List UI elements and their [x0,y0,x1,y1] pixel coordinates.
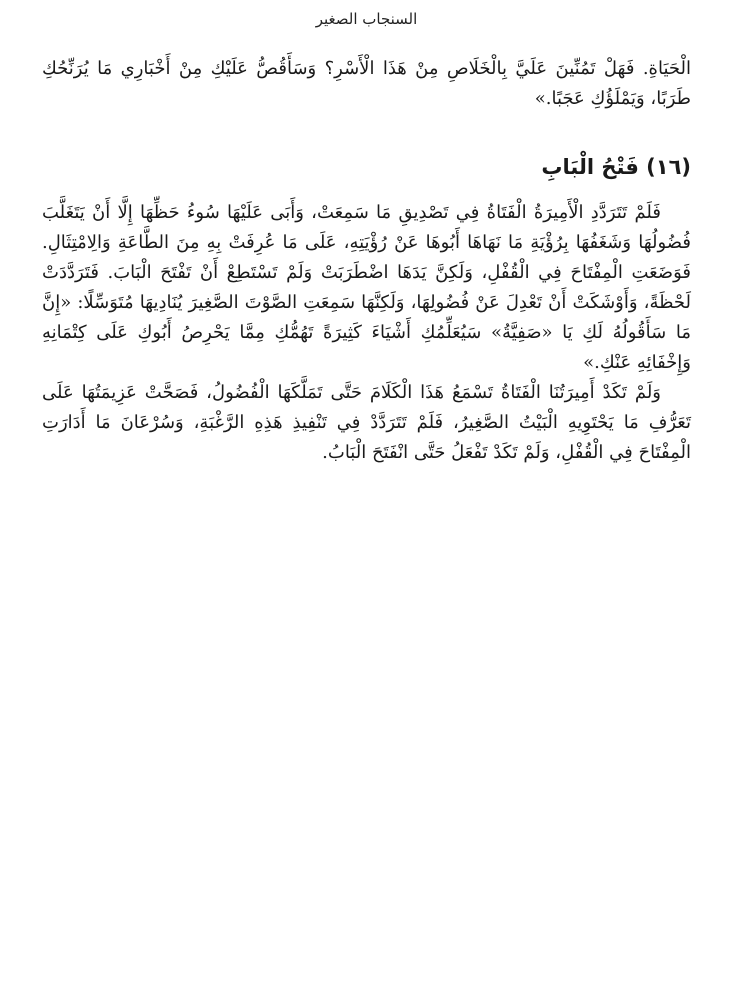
running-header-title: السنجاب الصغير [315,10,418,28]
continued-paragraph: الْحَيَاةِ. فَهَلْ تَمُنِّينَ عَلَيَّ بِالْخَلَاصِ مِنْ هَذَا الْأَسْرِ؟ وَسَأَقُصُّ عَلَيْكِ مِنْ أَخْبَارِي مَا يُرَنِّحُكِ طَرَبًا، وَيَمْلَؤُكِ عَجَبًا.» [42,58,691,109]
chapter-heading: (١٦) فَتْحُ الْبَابِ [541,155,691,179]
chapter-paragraph-2: وَلَمْ تَكَدْ أَمِيرَتُنَا الْفَتَاةُ تَسْمَعُ هَذَا الْكَلَامَ حَتَّى تَمَلَّكَهَا الْفُضُولُ، فَصَحَّتْ عَزِيمَتُهَا عَلَى تَعَرُّفِ مَا يَحْتَوِيهِ الْبَيْتُ الصَّغِيرُ، فَلَمْ تَتَرَدَّدْ فِي تَنْفِيذِ هَذِهِ الرَّغْبَةِ، وَسُرْعَانَ مَا أَدَارَتِ الْمِفْتَاحَ فِي الْقُفْلِ، وَلَمْ تَكَدْ تَفْعَلُ حَتَّى انْفَتَحَ الْبَابُ. [42,382,691,463]
page-content [42,54,691,468]
chapter-paragraph-1: فَلَمْ تَتَرَدَّدِ الْأَمِيرَةُ الْفَتَاةُ فِي تَصْدِيقِ مَا سَمِعَتْ، وَأَبَى عَلَيْهَا سُوءُ حَظِّهَا إِلَّا أَنْ يَتَغَلَّبَ فُضُولُهَا وَشَغَفُهَا بِرُؤْيَةِ مَا نَهَاهَا أَبُوهَا عَنْ رُؤْيَتِهِ، عَلَى مَا عُرِفَتْ بِهِ مِنَ الطَّاعَةِ وَالِامْتِثَالِ. فَوَضَعَتِ الْمِفْتَاحَ فِي الْقُفْلِ، وَلَكِنَّ يَدَهَا اضْطَرَبَتْ وَلَمْ تَسْتَطِعْ أَنْ تَفْتَحَ الْبَابَ. فَتَرَدَّدَتْ لَحْظَةً، وَأَوْشَكَتْ أَنْ تَعْدِلَ عَنْ فُضُولِهَا، وَلَكِنَّهَا سَمِعَتِ الصَّوْتَ الصَّغِيرَ يُنَادِيهَا مُتَوَسِّلًا: «إِنَّ مَا سَأَقُولُهُ لَكِ يَا «صَفِيَّةُ» سَيُعَلِّمُكِ أَشْيَاءَ كَثِيرَةً تَهُمُّكِ مِمَّا يَحْرِصُ أَبُوكِ عَلَى كِتْمَانِهِ وَإِخْفَائِهِ عَنْكِ.» [42,202,691,373]
